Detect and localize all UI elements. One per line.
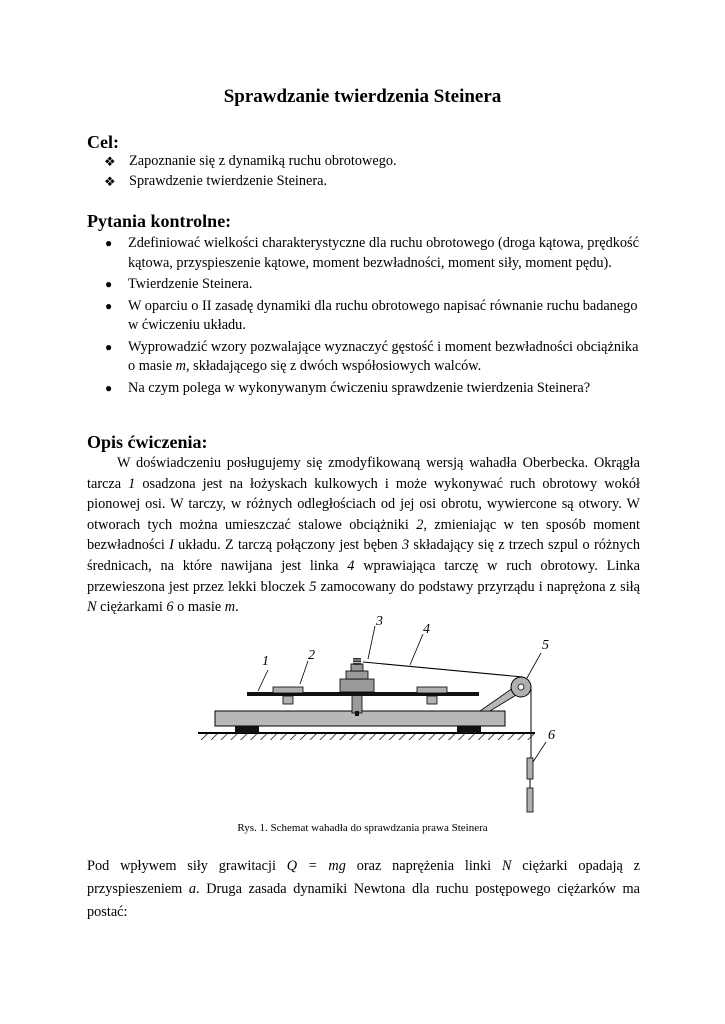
cel-heading: Cel:: [87, 132, 119, 152]
label-5: 5: [542, 638, 549, 653]
weight-bottom: [283, 696, 293, 704]
list-item: ❖ Sprawdzenie twierdzenie Steinera.: [87, 172, 647, 192]
axle-bearing: [355, 711, 359, 716]
list-item: ● W oparciu o II zasadę dynamiki dla ruchu obrotowego napisać równanie ruchu badanego w ćwiczeniu układu.: [105, 297, 638, 333]
pulley-hub: [518, 684, 524, 690]
bullet-icon: ●: [105, 236, 113, 250]
oberbeck-pendulum-diagram: [190, 612, 580, 818]
bullet-icon: ●: [105, 298, 113, 313]
list-item: ● Wyprowadzić wzory pozwalające wyznaczyć gęstość i moment bezwładności obciążnika o masie m, składającego się z dwóch współosiowych walców.: [105, 338, 639, 374]
label-6: 6: [548, 728, 555, 743]
bullet-icon: ●: [105, 277, 113, 291]
string: [363, 662, 523, 677]
base-foot: [457, 726, 481, 733]
list-item: ● Zdefiniować wielkości charakterystyczne dla ruchu obrotowego (droga kątowa, prędkość kątowa, przyspieszenie kątowe, moment bezwładności, moment siły, moment pędu).: [105, 235, 639, 271]
dynamics-paragraph: Pod wpływem siły grawitacji Q = mg oraz naprężenia linki N ciężarki opadają z przyspieszeniem a. Druga zasada dynamiki Newtona dla ruchu postępowego ciężarków ma postać:: [87, 858, 641, 920]
bullet-icon: ●: [105, 339, 113, 354]
opis-heading: Opis ćwiczenia:: [87, 432, 208, 452]
screw-thread: [353, 658, 361, 665]
diamond-bullet-icon: ❖: [104, 154, 116, 169]
weight-bottom: [427, 696, 437, 704]
bullet-icon: ●: [105, 380, 113, 395]
drum-spool-medium: [346, 671, 368, 679]
label-4: 4: [423, 622, 430, 637]
label-2: 2: [308, 648, 315, 663]
page-title: Sprawdzanie twierdzenia Steinera: [223, 86, 502, 107]
opis-paragraph: W doświadczeniu posługujemy się zmodyfikowaną wersją wahadła Oberbecka. Okrągła tarcza 1 osadzona jest na łożyskach kulkowych i może wykonywać ruch obrotowy wokół pionowej osi. W tarczy, w różnych odległościach od jej osi obrotu, wywiercone są otwory. W otworach tych można umieszczać stalowe obciążniki 2, zmieniając w ten sposób moment bezwładności I układu. Z tarczą połączony jest bęben 3 składający się z trzech szpul o różnych średnicach, na które nawijana jest linka 4 wprawiająca tarczę w ruch obrotowy. Linka przewieszona jest przez lekki bloczek 5 zamocowany do podstawy przyrządu i naprężona z siłą N ciężarkami 6 o masie m.: [87, 455, 640, 616]
label-3: 3: [376, 614, 383, 629]
drum-spool-large: [340, 679, 374, 692]
list-item: ● Twierdzenie Steinera.: [87, 275, 647, 295]
pytania-list: [87, 234, 647, 398]
figure-caption: Rys. 1. Schemat wahadła do sprawdzania prawa Steinera: [237, 822, 488, 834]
cel-list: [87, 152, 647, 191]
pytania-heading: Pytania kontrolne:: [87, 211, 232, 231]
diamond-bullet-icon: ❖: [104, 173, 116, 189]
hanging-weight: [527, 758, 533, 779]
list-item: ● Na czym polega w wykonywanym ćwiczeniu sprawdzenie twierdzenia Steinera?: [87, 379, 647, 399]
weight-top: [417, 687, 447, 693]
hanging-weight: [527, 788, 533, 812]
base-foot: [235, 726, 259, 733]
drum-spool-small: [351, 664, 363, 671]
list-item: ❖ Zapoznanie się z dynamiką ruchu obrotowego.: [87, 152, 647, 172]
weight-top: [273, 687, 303, 693]
label-1: 1: [262, 654, 269, 669]
ground-hatch: [198, 734, 535, 740]
